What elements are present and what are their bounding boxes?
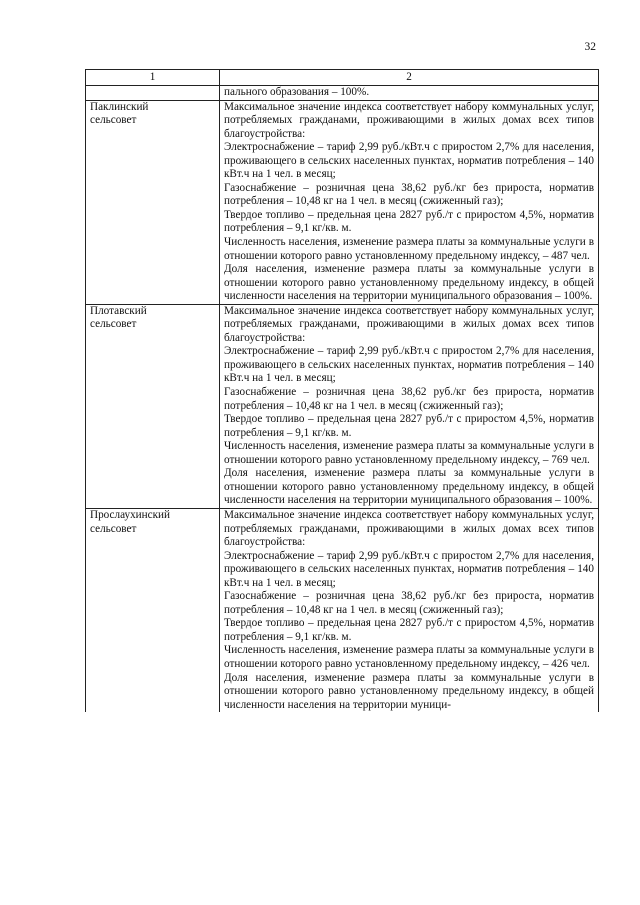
- gas-text: Газоснабжение – розничная цена 38,62 руб./кг без прироста, норматив потребления – 10,48 кг на 1 чел. в месяц (сжиженный газ);: [224, 386, 594, 412]
- page-number: 32: [584, 41, 596, 53]
- table-header-row: [86, 70, 599, 86]
- region-type: сельсовет: [90, 522, 137, 535]
- region-cell: [86, 100, 220, 304]
- continuation-text-cell: [220, 86, 599, 101]
- description-cell: [220, 304, 599, 508]
- electricity-text: Электроснабжение – тариф 2,99 руб./кВт.ч с приростом 2,7% для населения, проживающего в сельских населенных пунктах, норматив потребления – 140 кВт.ч на 1 чел. в месяц;: [224, 549, 594, 589]
- share-text: Доля населения, изменение размера платы за коммунальные услуги в отношении которого равно установленному предельному индексу, в общей численности населения на территории муниципального образования – 100%.: [224, 263, 594, 303]
- share-text: Доля населения, изменение размера платы за коммунальные услуги в отношении которого равно установленному предельному индексу, в общей численности населения на территории муници-: [224, 671, 594, 711]
- table-row-continuation: [86, 86, 599, 101]
- description-cell: [220, 508, 599, 712]
- header-col-1: 1: [86, 70, 220, 86]
- region-cell: [86, 304, 220, 508]
- region-name: Паклинский: [90, 100, 149, 113]
- gas-text: Газоснабжение – розничная цена 38,62 руб./кг без прироста, норматив потребления – 10,48 кг на 1 чел. в месяц (сжиженный газ);: [224, 590, 594, 616]
- description-cell: [220, 100, 599, 304]
- continuation-region-cell: [86, 86, 220, 101]
- region-type: сельсовет: [90, 318, 137, 331]
- gas-text: Газоснабжение – розничная цена 38,62 руб./кг без прироста, норматив потребления – 10,48 кг на 1 чел. в месяц (сжиженный газ);: [224, 181, 594, 208]
- solid-fuel-text: Твердое топливо – предельная цена 2827 руб./т с приростом 4,5%, норматив потребления – 9,1 кг/кв. м.: [224, 413, 594, 439]
- header-col-2: 2: [220, 70, 599, 86]
- population-text: Численность населения, изменение размера платы за коммунальные услуги в отношении которого равно установленному предельному индексу, – 426 чел.: [224, 644, 594, 670]
- electricity-text: Электроснабжение – тариф 2,99 руб./кВт.ч с приростом 2,7% для населения, проживающего в сельских населенных пунктах, норматив потребления – 140 кВт.ч на 1 чел. в месяц;: [224, 345, 594, 385]
- table-row: [86, 100, 599, 304]
- population-text: Численность населения, изменение размера платы за коммунальные услуги в отношении которого равно установленному предельному индексу, – 487 чел.: [224, 236, 594, 262]
- max-index-text: Максимальное значение индекса соответствует набору коммунальных услуг, потребляемых гражданами, проживающими в жилых домах всех типов благоустройства:: [224, 304, 594, 344]
- max-index-text: Максимальное значение индекса соответствует набору коммунальных услуг, потребляемых гражданами, проживающими в жилых домах всех типов благоустройства:: [224, 100, 594, 140]
- share-text: Доля населения, изменение размера платы за коммунальные услуги в отношении которого равно установленному предельному индексу, в общей численности населения на территории муниципального образования – 100%.: [224, 467, 594, 507]
- utility-index-table: [85, 69, 599, 712]
- table-row: [86, 304, 599, 508]
- continuation-text: пального образования – 100%.: [224, 86, 370, 98]
- table-row: [86, 508, 599, 712]
- solid-fuel-text: Твердое топливо – предельная цена 2827 руб./т с приростом 4,5%, норматив потребления – 9,1 кг/кв. м.: [224, 208, 594, 235]
- max-index-text: Максимальное значение индекса соответствует набору коммунальных услуг, потребляемых гражданами, проживающими в жилых домах всех типов благоустройства:: [224, 508, 594, 549]
- region-name: Плотавский: [90, 304, 147, 317]
- electricity-text: Электроснабжение – тариф 2,99 руб./кВт.ч с приростом 2,7% для населения, проживающего в сельских населенных пунктах, норматив потребления – 140 кВт.ч на 1 чел. в месяц;: [224, 141, 594, 181]
- solid-fuel-text: Твердое топливо – предельная цена 2827 руб./т с приростом 4,5%, норматив потребления – 9,1 кг/кв. м.: [224, 617, 594, 643]
- region-name: Прослаухинский: [90, 508, 171, 521]
- region-cell: [86, 508, 220, 712]
- region-type: сельсовет: [90, 114, 137, 127]
- population-text: Численность населения, изменение размера платы за коммунальные услуги в отношении которого равно установленному предельному индексу, – 769 чел.: [224, 440, 594, 466]
